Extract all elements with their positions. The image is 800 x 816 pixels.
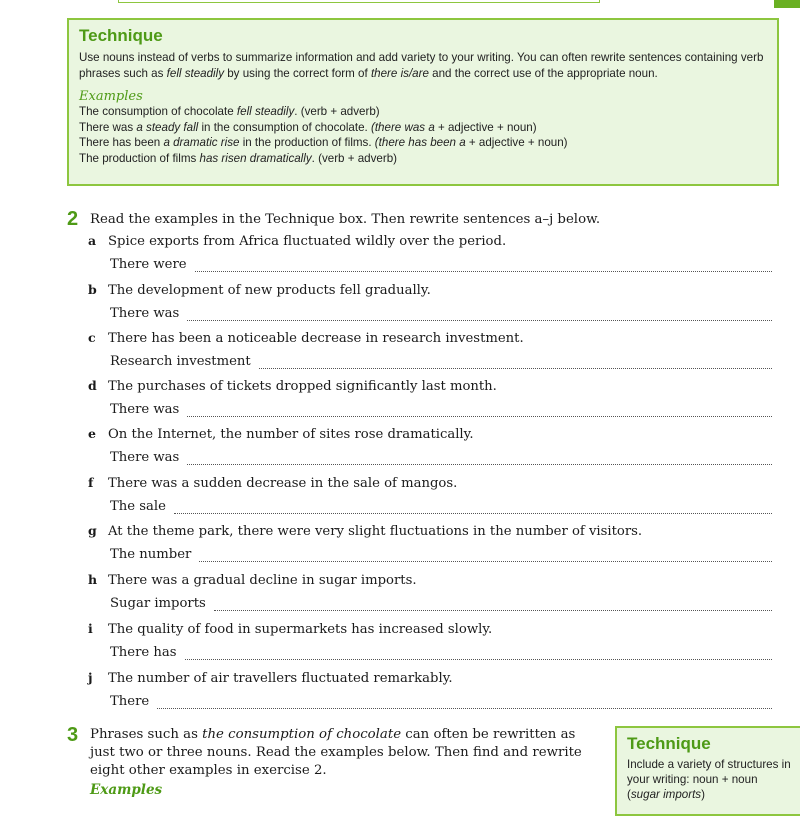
answer-line[interactable] <box>187 454 772 465</box>
example-line: The production of films has risen dramatically. (verb + adverb) <box>79 151 398 165</box>
item-letter: b <box>88 282 97 297</box>
answer-line[interactable] <box>214 600 772 611</box>
exercise-3-instruction: Phrases such as the consumption of chocolate can often be rewritten as just two or three nouns. Read the examples below. Then find and rewrite eight other examples in exercise 2. <box>90 727 582 778</box>
answer-line[interactable] <box>174 503 772 514</box>
page-corner-tab <box>774 0 800 8</box>
item-letter: j <box>88 670 93 685</box>
answer-line[interactable] <box>187 406 772 417</box>
answer-starter: There <box>110 694 150 709</box>
item-sentence: The purchases of tickets dropped significantly last month. <box>108 379 497 394</box>
item-letter: g <box>88 523 97 538</box>
exercise-item-f <box>88 474 778 514</box>
item-sentence: The number of air travellers fluctuated remarkably. <box>108 671 453 686</box>
answer-line[interactable] <box>195 261 772 272</box>
exercise-item-j <box>88 669 778 709</box>
example-line: There has been a dramatic rise in the production of films. (there has been a + adjective + noun) <box>79 136 568 149</box>
answer-starter: There were <box>110 257 187 272</box>
item-letter: a <box>88 233 97 248</box>
exercise-2-instruction: Read the examples in the Technique box. Then rewrite sentences a–j below. <box>90 212 601 227</box>
exercise-item-c <box>88 329 778 369</box>
previous-exercise-box <box>118 0 600 3</box>
item-sentence: The development of new products fell gradually. <box>108 283 431 298</box>
answer-starter: Research investment <box>110 354 251 369</box>
answer-line[interactable] <box>199 551 772 562</box>
answer-starter: There was <box>110 450 180 465</box>
technique-intro: Use nouns instead of verbs to summarize information and add variety to your writing. You can often rewrite sentences containing verb phrases such as fell steadily by using the correct form of there is/are and the correct use of the appropriate noun. <box>79 51 764 80</box>
exercise-item-a <box>88 232 778 272</box>
answer-starter: There was <box>110 402 180 417</box>
technique-box <box>67 18 779 186</box>
answer-line[interactable] <box>187 310 772 321</box>
answer-starter: The sale <box>110 499 166 514</box>
exercise-item-e <box>88 425 778 465</box>
exercise-item-h <box>88 571 778 611</box>
exercise-2-number: 2 <box>67 208 79 230</box>
item-sentence: There was a sudden decrease in the sale of mangos. <box>108 476 458 491</box>
exercise-item-d <box>88 377 778 417</box>
answer-line[interactable] <box>259 358 772 369</box>
item-sentence: Spice exports from Africa fluctuated wildly over the period. <box>108 234 507 249</box>
exercise-3-examples-heading: Examples <box>90 782 163 798</box>
technique-2-heading: Technique <box>627 734 711 753</box>
answer-starter: There has <box>110 645 177 660</box>
item-letter: e <box>88 426 96 441</box>
item-letter: f <box>88 475 94 490</box>
answer-line[interactable] <box>185 649 772 660</box>
examples-heading: Examples <box>79 89 143 104</box>
answer-line[interactable] <box>157 698 772 709</box>
exercise-3-number: 3 <box>67 724 79 746</box>
technique-heading: Technique <box>79 26 163 45</box>
exercise-item-b <box>88 281 778 321</box>
item-sentence: On the Internet, the number of sites rose dramatically. <box>108 427 474 442</box>
exercise-item-i <box>88 620 778 660</box>
example-line: There was a steady fall in the consumption of chocolate. (there was a + adjective + noun) <box>79 120 537 134</box>
answer-starter: The number <box>110 547 192 562</box>
item-sentence: At the theme park, there were very slight fluctuations in the number of visitors. <box>108 524 643 539</box>
example-line: The consumption of chocolate fell steadily. (verb + adverb) <box>79 105 380 118</box>
item-letter: h <box>88 572 98 587</box>
exercise-item-g <box>88 522 778 562</box>
item-letter: c <box>88 330 96 345</box>
technique-box-2 <box>615 726 800 816</box>
item-letter: d <box>88 378 97 393</box>
item-sentence: There was a gradual decline in sugar imports. <box>108 573 417 588</box>
technique-2-text: Include a variety of structures in your writing: noun + noun (sugar imports) <box>627 758 791 801</box>
answer-starter: There was <box>110 306 180 321</box>
item-sentence: There has been a noticeable decrease in research investment. <box>108 331 524 346</box>
item-sentence: The quality of food in supermarkets has increased slowly. <box>108 622 493 637</box>
answer-starter: Sugar imports <box>110 596 206 611</box>
item-letter: i <box>88 621 93 636</box>
